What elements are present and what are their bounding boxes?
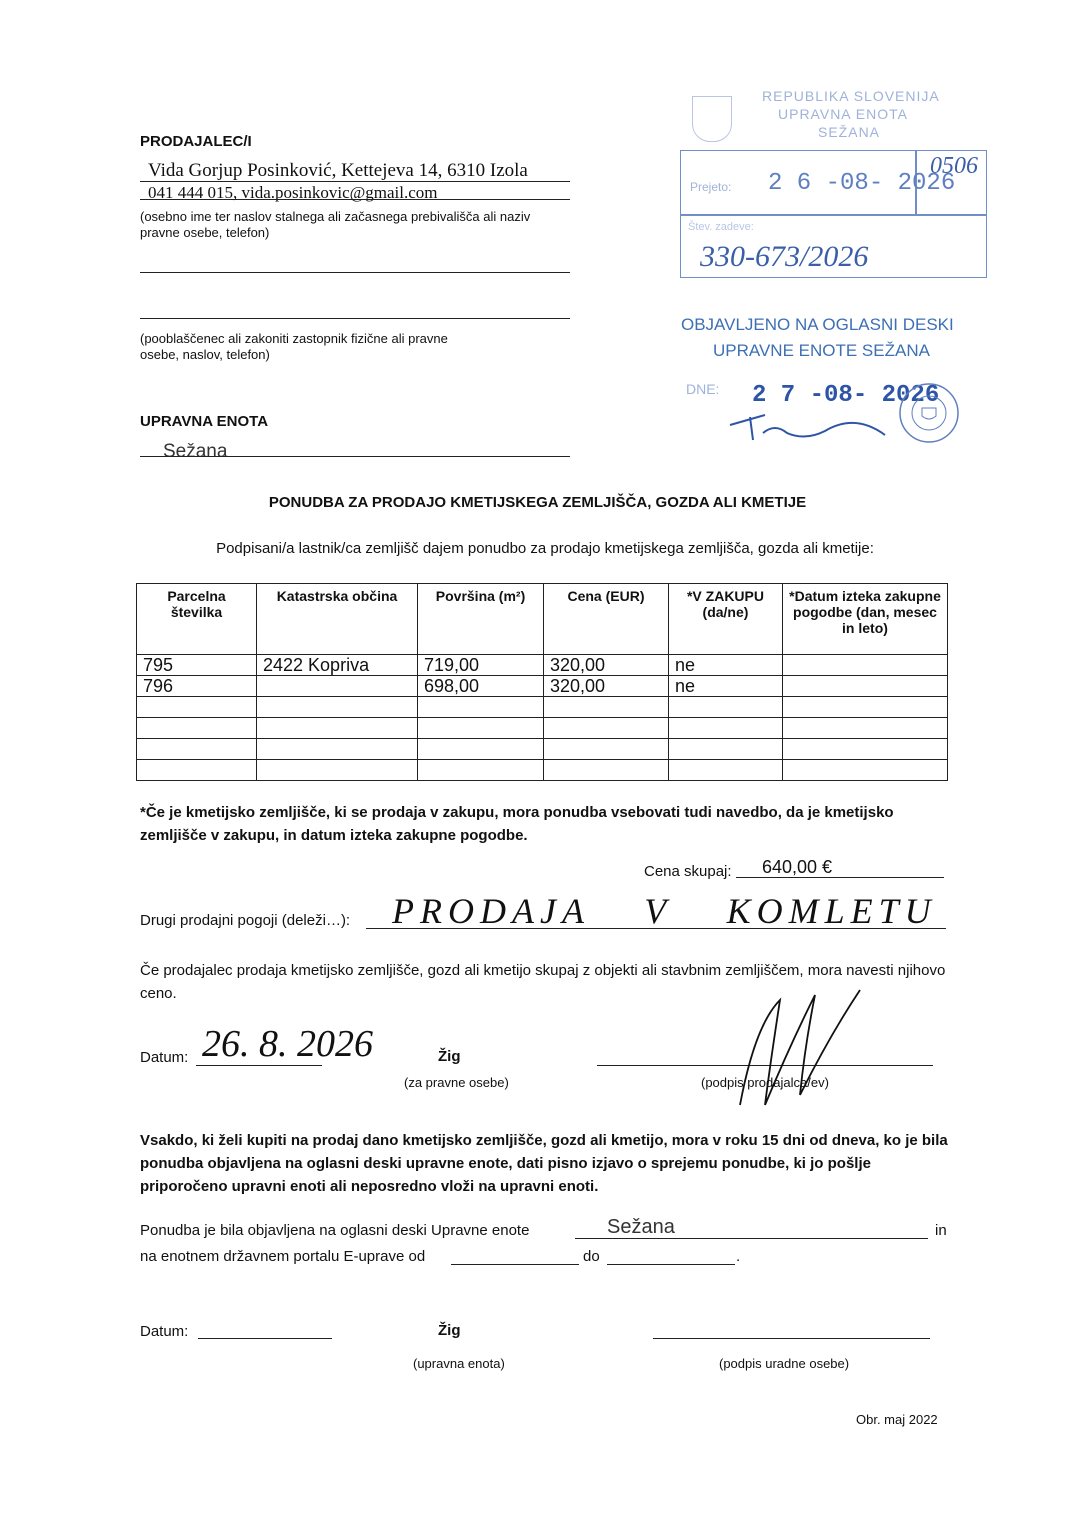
date-value: 26. 8. 2026	[202, 1023, 373, 1065]
official-signature-icon	[725, 405, 895, 445]
table-row	[137, 739, 948, 760]
received-label: Prejeto:	[690, 180, 732, 194]
table-row	[137, 697, 948, 718]
date-label: Datum:	[140, 1049, 189, 1066]
published-stamp-line2: UPRAVNE ENOTE SEŽANA	[713, 341, 930, 360]
table-row: 796 698,00 320,00 ne	[137, 676, 948, 697]
other-conditions-value: PRODAJA V KOMLETU	[392, 891, 937, 931]
dne-label: DNE:	[686, 381, 720, 397]
published-office: Sežana	[607, 1216, 675, 1238]
intro-text: Podpisani/a lastnik/ca zemljišč dajem ponudbo za prodajo kmetijskega zemljišča, gozda ali kmetije:	[216, 540, 874, 557]
form-version: Obr. maj 2022	[856, 1412, 938, 1427]
office-heading: UPRAVNA ENOTA	[140, 413, 269, 430]
coat-of-arms-icon	[692, 96, 732, 142]
published-do: do	[583, 1248, 600, 1265]
objects-note: Če prodajalec prodaja kmetijsko zemljišče, gozd ali kmetijo skupaj z objekti ali stavbnim zemljiščem, mora navesti njihovo ceno.	[140, 962, 946, 1002]
representative-note: (pooblaščenec ali zakoniti zastopnik fizične ali pravne osebe, naslov, telefon)	[140, 331, 448, 362]
seller-note: (osebno ime ter naslov stalnega ali začasnega prebivališča ali naziv pravne osebe, telefon)	[140, 209, 531, 240]
received-date: 2 6 -08- 2026	[768, 170, 956, 197]
table-row	[137, 760, 948, 781]
table-row	[137, 718, 948, 739]
published-stamp-line1: OBJAVLJENO NA OGLASNI DESKI	[681, 315, 954, 334]
published-text1: Ponudba je bila objavljena na oglasni deski Upravne enote	[140, 1222, 530, 1239]
round-seal-icon	[898, 378, 962, 448]
published-in: in	[935, 1222, 947, 1239]
seller-name-address: Vida Gorjup Posinković, Kettejeva 14, 6310 Izola	[148, 160, 528, 181]
seller-heading: PRODAJALEC/I	[140, 133, 252, 150]
footer-sign-note: (podpis uradne osebe)	[719, 1356, 850, 1371]
case-number-label: Štev. zadeve:	[688, 221, 754, 233]
stamp-office: UPRAVNA ENOTA	[778, 106, 908, 122]
col-lease: *V ZAKUPU (da/ne)	[669, 584, 783, 655]
document-title: PONUDBA ZA PRODAJO KMETIJSKEGA ZEMLJIŠČA, GOZDA ALI KMETIJE	[268, 494, 807, 511]
total-label: Cena skupaj:	[644, 863, 732, 880]
col-lease-end: *Datum izteka zakupne pogodbe (dan, mesec in leto)	[783, 584, 948, 655]
parcel-table	[136, 583, 948, 781]
office-value: Sežana	[163, 441, 228, 462]
col-cadastre: Katastrska občina	[257, 584, 418, 655]
footer-seal-label: Žig	[438, 1322, 461, 1339]
case-number: 330-673/2026	[700, 240, 869, 273]
col-parcel: Parcelna številka	[137, 584, 257, 655]
total-value: 640,00 €	[762, 857, 833, 877]
seal-label: Žig	[438, 1048, 461, 1065]
stamp-republic: REPUBLIKA SLOVENIJA	[762, 88, 940, 104]
table-row: 795 2422 Kopriva 719,00 320,00 ne	[137, 655, 948, 676]
col-area: Površina (m²)	[418, 584, 544, 655]
col-price: Cena (EUR)	[544, 584, 669, 655]
notice-text: Vsakdo, ki želi kupiti na prodaj dano kmetijsko zemljišče, gozd ali kmetijo, mora v roku 15 dni od dneva, ko je bila ponudba objavljena na oglasni deski upravne enote, dati pisno izjavo o sprejemu ponudbe, ki jo pošlje priporočeno upravni enoti ali neposredno vloži na upravni enoti.	[140, 1132, 948, 1195]
published-text2: na enotnem državnem portalu E-uprave od	[140, 1248, 426, 1265]
dne-date: 2 7 -08- 2026	[752, 382, 940, 409]
stamp-city: SEŽANA	[818, 124, 881, 140]
seller-signature-icon	[720, 985, 870, 1120]
footer-date-label: Datum:	[140, 1323, 189, 1340]
seal-note: (za pravne osebe)	[404, 1075, 509, 1090]
hand-number: 0506	[930, 153, 978, 179]
seller-contact: 041 444 015, vida.posinkovic@gmail.com	[148, 183, 438, 202]
footer-seal-note: (upravna enota)	[413, 1356, 505, 1371]
signature-note: (podpis prodajalca/ev)	[701, 1075, 829, 1090]
published-dot: .	[736, 1248, 741, 1265]
table-header-row	[137, 584, 948, 655]
lease-footnote: *Če je kmetijsko zemljišče, ki se prodaja v zakupu, mora ponudba vsebovati tudi navedbo, da je kmetijsko zemljišče v zakupu, in datum izteka zakupne pogodbe.	[140, 804, 894, 844]
other-conditions-label: Drugi prodajni pogoji (deleži…):	[140, 912, 351, 929]
